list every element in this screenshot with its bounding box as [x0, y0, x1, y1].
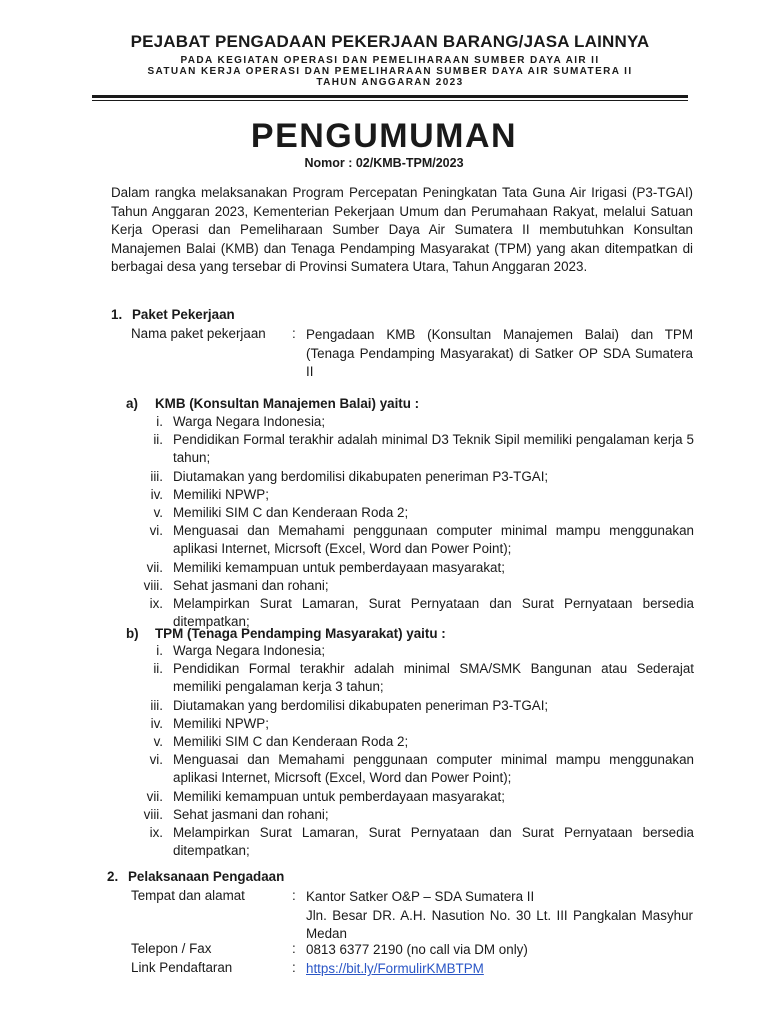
tpm-heading: [126, 626, 446, 641]
list-item: [118, 806, 694, 824]
list-item: [118, 413, 694, 431]
list-item-text: Memiliki kemampuan untuk pemberdayaan masyarakat;: [173, 788, 505, 804]
list-item-text: Melampirkan Surat Lamaran, Surat Pernyataan dan Surat Pernyataan bersedia ditempatkan;: [173, 596, 694, 630]
phone-value: 0813 6377 2190 (no call via DM only): [306, 942, 528, 957]
phone-colon: :: [292, 941, 296, 956]
list-item-text: Melampirkan Surat Lamaran, Surat Pernyataan dan Surat Pernyataan bersedia ditempatkan;: [173, 825, 694, 859]
list-item-text: Memiliki NPWP;: [173, 486, 269, 502]
tpm-requirements-list: [118, 642, 694, 860]
list-item: [118, 788, 694, 806]
list-item-text: Menguasai dan Memahami penggunaan computer minimal mampu menggunakan aplikasi Internet, Micrsoft (Excel, Word dan Power Point);: [173, 523, 694, 557]
list-item: [118, 697, 694, 715]
tpm-letter: b): [126, 626, 139, 641]
package-name-label: Nama paket pekerjaan: [131, 326, 266, 341]
section-2-title: Pelaksanaan Pengadaan: [128, 869, 285, 884]
place-colon: :: [292, 888, 296, 903]
list-item: [118, 468, 694, 486]
kmb-heading: [126, 396, 419, 411]
list-item-text: Diutamakan yang berdomilisi dikabupaten peneriman P3-TGAI;: [173, 697, 549, 713]
list-item-text: Memiliki NPWP;: [173, 715, 269, 731]
list-item-number: ii.: [153, 661, 163, 677]
page-title: PENGUMUMAN: [250, 117, 518, 155]
section-2-number: 2.: [107, 869, 119, 884]
list-item: [118, 715, 694, 733]
list-item-number: v.: [153, 505, 163, 521]
list-item-number: viii.: [143, 577, 163, 593]
list-item: [118, 504, 694, 522]
registration-link-row: [306, 960, 693, 979]
registration-link-label: Link Pendaftaran: [131, 960, 233, 975]
list-item-text: Sehat jasmani dan rohani;: [173, 577, 329, 593]
list-item: [118, 577, 694, 595]
list-item-text: Pendidikan Formal terakhir adalah minimal D3 Teknik Sipil memiliki pengalaman kerja 5 tahun;: [173, 432, 694, 466]
list-item: [118, 522, 694, 558]
document-number: Nomor : 02/KMB-TPM/2023: [304, 156, 464, 170]
list-item-number: i.: [156, 643, 163, 658]
section-1-number: 1.: [111, 307, 123, 322]
list-item-number: vii.: [146, 788, 163, 804]
package-name-value: Pengadaan KMB (Konsultan Manajemen Balai) dan TPM (Tenaga Pendamping Masyarakat) di Satker OP SDA Sumatera II: [306, 327, 693, 379]
list-item-number: iv.: [150, 486, 163, 502]
place-label: Tempat dan alamat: [131, 888, 245, 903]
list-item-number: ii.: [153, 432, 163, 448]
list-item-text: Sehat jasmani dan rohani;: [173, 806, 329, 822]
list-item-number: iv.: [150, 715, 163, 731]
list-item: [118, 660, 694, 696]
list-item-number: iii.: [150, 697, 163, 713]
list-item-number: v.: [153, 734, 163, 750]
letterhead-rule: [92, 95, 688, 98]
letterhead-org: PEJABAT PENGADAAN PEKERJAAN BARANG/JASA LAINNYA: [130, 32, 650, 51]
list-item: [118, 642, 694, 660]
section-1-heading: [111, 307, 235, 322]
phone-label: Telepon / Fax: [131, 941, 212, 956]
place-value: [306, 888, 693, 944]
list-item-number: viii.: [143, 806, 163, 822]
list-item-number: vii.: [146, 559, 163, 575]
intro-paragraph: Dalam rangka melaksanakan Program Percepatan Peningkatan Tata Guna Air Irigasi (P3-TGAI) Tahun Anggaran 2023, Kementerian Pekerjaan Umum dan Perumahaan Rakyat, melalui Satuan Kerja Operasi dan Pemeliharaan Sumber Daya Air Sumatera II membutuhkan Konsultan Manajemen Balai (KMB) dan Tenaga Pendamping Masyarakat (TPM) yang akan ditempatkan di berbagai desa yang tersebar di Provinsi Sumatera Utara, Tahun Anggaran 2023.: [111, 185, 693, 274]
list-item-text: Pendidikan Formal terakhir adalah minimal SMA/SMK Bangunan atau Sederajat memiliki pengalaman kerja 3 tahun;: [173, 661, 694, 695]
list-item: [118, 431, 694, 467]
section-1-title: Paket Pekerjaan: [132, 307, 235, 322]
list-item: [118, 486, 694, 504]
kmb-title: KMB (Konsultan Manajemen Balai) yaitu :: [155, 396, 420, 411]
list-item-number: vi.: [149, 523, 163, 539]
list-item-text: Memiliki SIM C dan Kenderaan Roda 2;: [173, 505, 409, 521]
list-item-text: Warga Negara Indonesia;: [173, 414, 326, 429]
list-item-text: Diutamakan yang berdomilisi dikabupaten peneriman P3-TGAI;: [173, 468, 549, 484]
list-item-number: ix.: [149, 596, 163, 612]
list-item-number: ix.: [149, 825, 163, 841]
kmb-letter: a): [126, 396, 138, 411]
list-item-text: Memiliki kemampuan untuk pemberdayaan masyarakat;: [173, 559, 505, 575]
letterhead-line-1: PADA KEGIATAN OPERASI DAN PEMELIHARAAN SUMBER DAYA AIR II: [180, 55, 600, 66]
place-line-2: Jln. Besar DR. A.H. Nasution No. 30 Lt. III Pangkalan Masyhur Medan: [306, 907, 693, 941]
registration-link[interactable]: https://bit.ly/FormulirKMBTPM: [306, 961, 484, 976]
list-item: [118, 733, 694, 751]
letterhead-line-2: SATUAN KERJA OPERASI DAN PEMELIHARAAN SUMBER DAYA AIR SUMATERA II: [147, 66, 633, 77]
letterhead-line-3: TAHUN ANGGARAN 2023: [316, 77, 464, 88]
list-item-text: Warga Negara Indonesia;: [173, 643, 326, 658]
package-name-colon: :: [292, 326, 296, 341]
list-item-text: Menguasai dan Memahami penggunaan computer minimal mampu menggunakan aplikasi Internet, Micrsoft (Excel, Word dan Power Point);: [173, 752, 694, 786]
list-item-number: iii.: [150, 468, 163, 484]
registration-link-colon: :: [292, 960, 296, 975]
list-item-number: i.: [156, 414, 163, 429]
section-2-heading: [107, 869, 284, 884]
place-line-1: Kantor Satker O&P – SDA Sumatera II: [306, 889, 535, 904]
list-item: [118, 559, 694, 577]
list-item: [118, 751, 694, 787]
list-item-text: Memiliki SIM C dan Kenderaan Roda 2;: [173, 734, 409, 750]
list-item-number: vi.: [149, 752, 163, 768]
list-item: [118, 824, 694, 860]
tpm-title: TPM (Tenaga Pendamping Masyarakat) yaitu :: [155, 626, 446, 641]
letterhead-rule-thin: [92, 100, 688, 101]
kmb-requirements-list: [118, 413, 694, 631]
